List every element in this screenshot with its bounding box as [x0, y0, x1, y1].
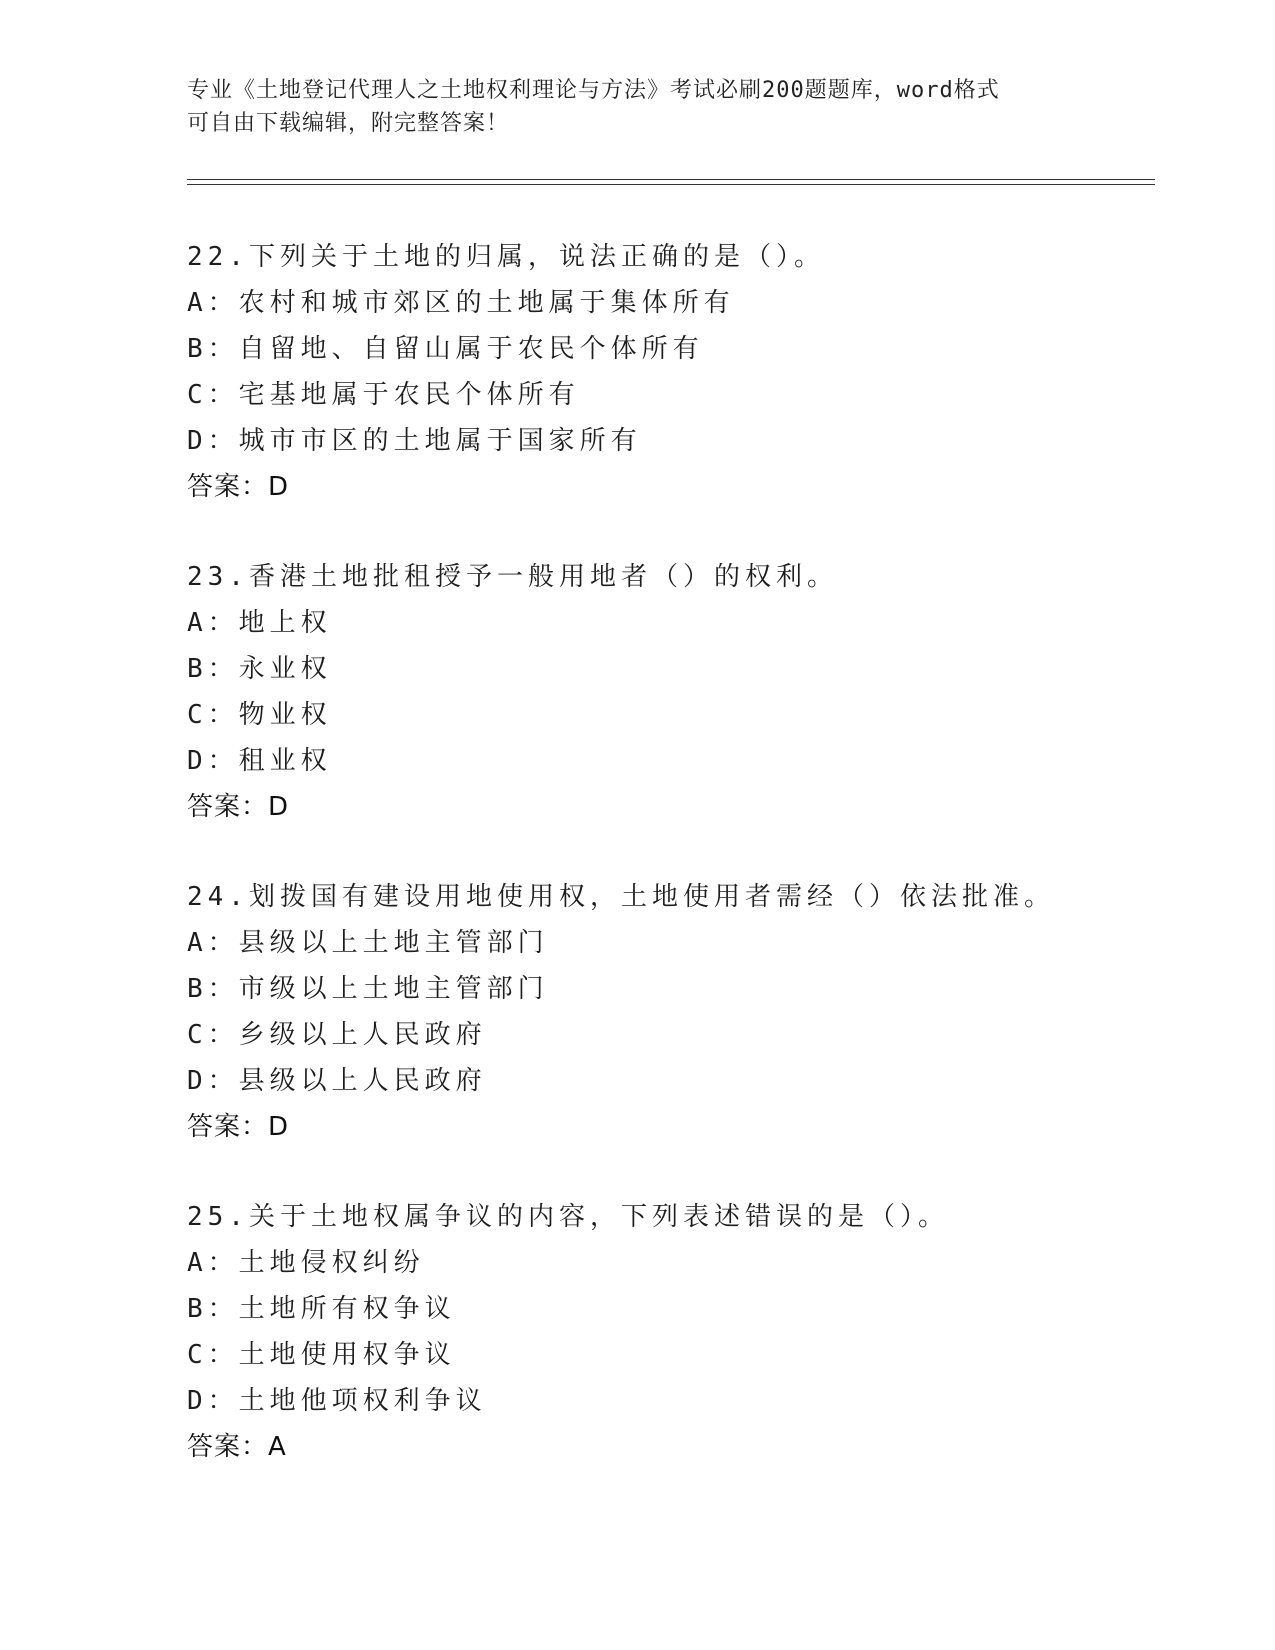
option-d: D：城市市区的土地属于国家所有	[187, 426, 642, 456]
question-25	[187, 1194, 1147, 1470]
option-a: A：县级以上土地主管部门	[187, 928, 549, 958]
header-divider-top	[187, 179, 1155, 180]
option-a: A：农村和城市郊区的土地属于集体所有	[187, 288, 735, 318]
option-c: C：物业权	[187, 700, 332, 730]
document-header	[187, 74, 1087, 140]
question-stem: 23.香港土地批租授予一般用地者（）的权利。	[187, 562, 838, 592]
option-b: B：土地所有权争议	[187, 1294, 456, 1324]
question-stem: 24.划拨国有建设用地使用权，土地使用者需经（）依法批准。	[187, 882, 1055, 912]
option-b: B：永业权	[187, 654, 332, 684]
option-c: C：土地使用权争议	[187, 1340, 456, 1370]
header-divider-bottom	[187, 184, 1155, 185]
answer-line: 答案：D	[187, 792, 290, 822]
answer-line: 答案：D	[187, 472, 290, 502]
option-d: D：县级以上人民政府	[187, 1066, 487, 1096]
question-23	[187, 554, 1147, 830]
option-c: C：乡级以上人民政府	[187, 1020, 487, 1050]
answer-line: 答案：A	[187, 1432, 287, 1462]
question-stem: 22.下列关于土地的归属，说法正确的是（）。	[187, 242, 825, 272]
header-line-2: 可自由下载编辑，附完整答案！	[187, 111, 510, 136]
answer-line: 答案：D	[187, 1112, 290, 1142]
option-d: D：租业权	[187, 746, 332, 776]
option-a: A：地上权	[187, 608, 332, 638]
question-24	[187, 874, 1147, 1150]
option-d: D：土地他项权利争议	[187, 1386, 487, 1416]
option-c: C：宅基地属于农民个体所有	[187, 380, 580, 410]
option-b: B：自留地、自留山属于农民个体所有	[187, 334, 704, 364]
question-22	[187, 234, 1147, 510]
question-stem: 25.关于土地权属争议的内容，下列表述错误的是（）。	[187, 1202, 949, 1232]
header-line-1: 专业《土地登记代理人之土地权利理论与方法》考试必刷200题题库，word格式	[187, 78, 1000, 103]
option-b: B：市级以上土地主管部门	[187, 974, 549, 1004]
option-a: A：土地侵权纠纷	[187, 1248, 425, 1278]
